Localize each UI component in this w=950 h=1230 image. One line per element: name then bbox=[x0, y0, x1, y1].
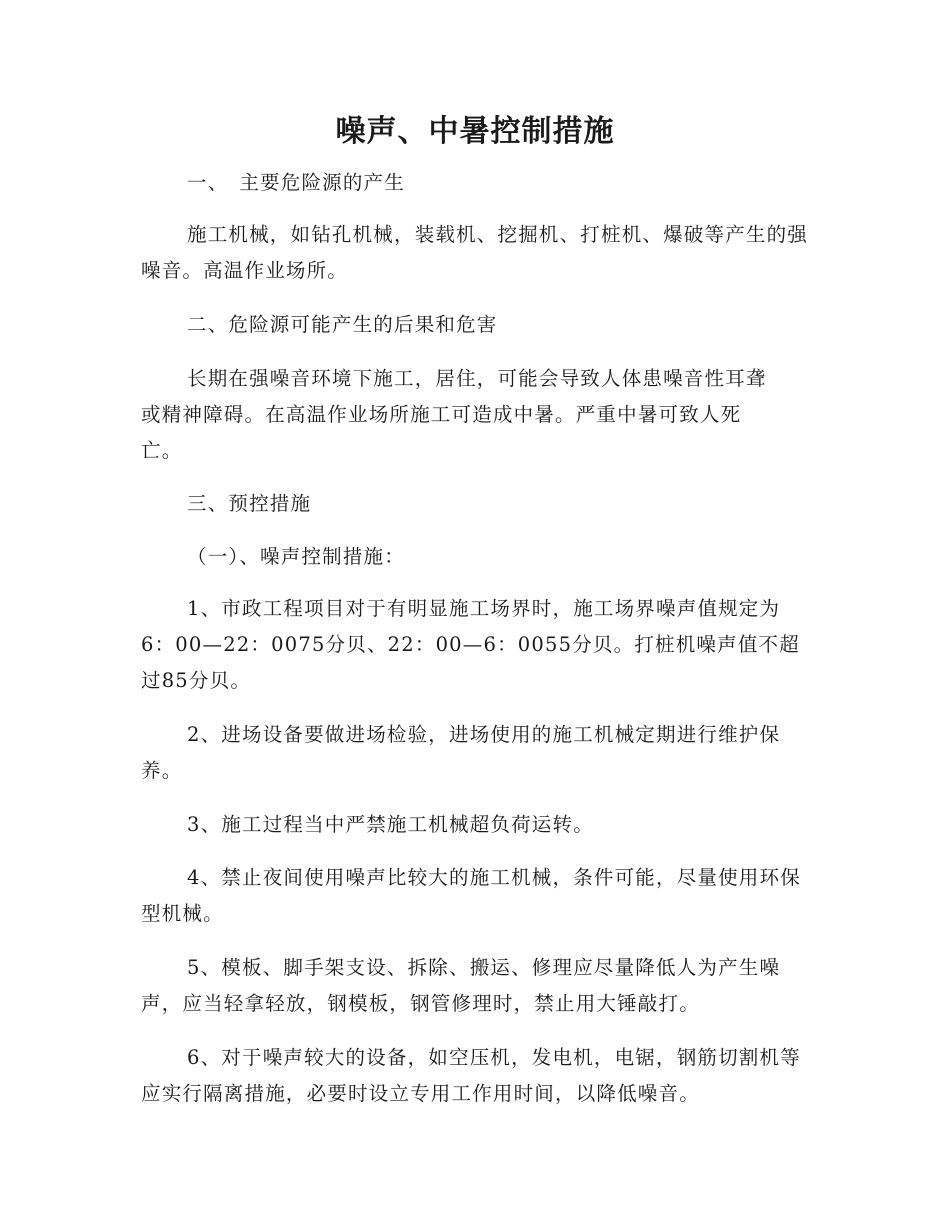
list-item: 1、市政工程项目对于有明显施工场界时，施工场界噪声值规定为6：00—22：0075分贝、22：00—6：0055分贝。打桩机噪声值不超过85分贝。 bbox=[141, 597, 800, 692]
list-item: 6、对于噪声较大的设备，如空压机，发电机，电锯，钢筋切割机等应实行隔离措施，必要时设立专用工作用时间，以降低噪音。 bbox=[141, 1046, 801, 1105]
section-body-1: 施工机械，如钻孔机械，装载机、挖掘机、打桩机、爆破等产生的强噪音。高温作业场所。 bbox=[141, 223, 809, 282]
list-item: 4、禁止夜间使用噪声比较大的施工机械，条件可能，尽量使用环保型机械。 bbox=[141, 866, 801, 925]
section-heading-3: 三、预控措施 bbox=[187, 492, 312, 515]
section-heading-1: 一、 主要危险源的产生 bbox=[187, 171, 405, 194]
list-item: 2、进场设备要做进场检验，进场使用的施工机械定期进行维护保养。 bbox=[141, 723, 781, 782]
section-heading-2: 二、危险源可能产生的后果和危害 bbox=[187, 313, 498, 336]
section-body-2: 长期在强噪音环境下施工，居住，可能会导致人体患噪音性耳聋或精神障碍。在高温作业场所施工可造成中暑。严重中暑可致人死亡。 bbox=[141, 367, 767, 462]
list-item: 3、施工过程当中严禁施工机械超负荷运转。 bbox=[187, 813, 594, 836]
document-title: 噪声、中暑控制措施 bbox=[335, 114, 615, 149]
subsection-heading-1: （一）、噪声控制措施： bbox=[187, 545, 405, 568]
list-item: 5、模板、脚手架支设、拆除、搬运、修理应尽量降低人为产生噪声，应当轻拿轻放，钢模板，钢管修理时，禁止用大锤敲打。 bbox=[141, 956, 781, 1015]
